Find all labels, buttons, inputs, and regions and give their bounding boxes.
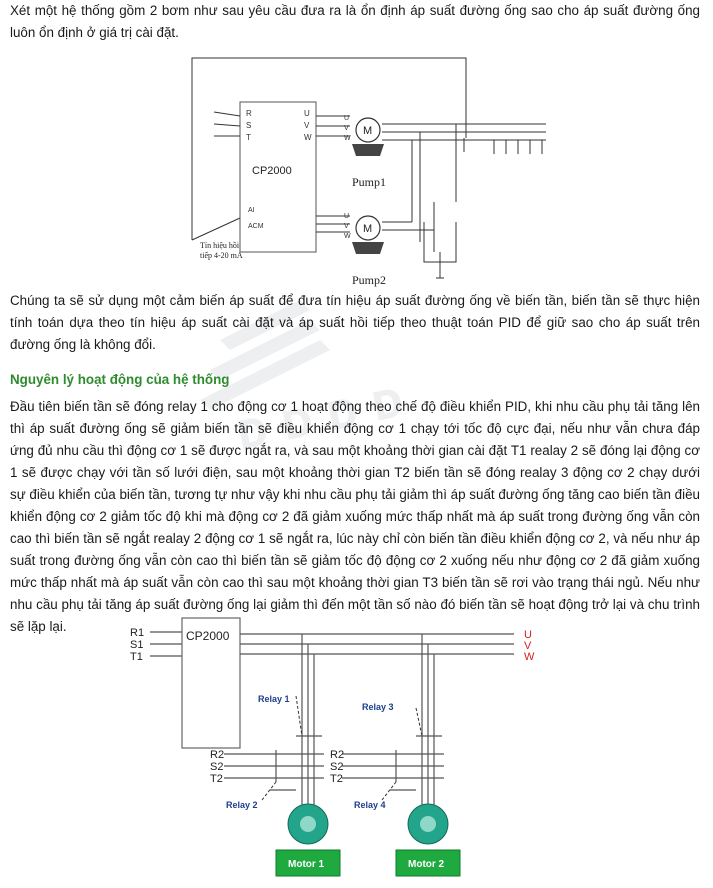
relay-4-label: Relay 4: [354, 800, 386, 810]
terminal-w: W: [304, 133, 312, 142]
motor1-w: W: [344, 135, 351, 142]
description-paragraph: Chúng ta sẽ sử dụng một cảm biến áp suất để đưa tín hiệu áp suất đường ống về biến tần, biến tần sẽ thực hiện tính toán dựa theo tín hiệu áp suất cài đặt và áp suất hồi tiếp theo thuật toán PID để giữ sao cho áp suất trên đường ống là không đổi.: [10, 293, 700, 352]
motor2-symbol: M: [363, 223, 373, 235]
supply-r1: R1: [130, 627, 145, 639]
grid-a-t2: T2: [210, 773, 223, 785]
supply-t1: T1: [130, 651, 143, 663]
feedback-label-line1: Tín hiệu hồi: [200, 241, 240, 250]
inverter-label-2: CP2000: [186, 629, 230, 643]
pump2-label: Pump2: [352, 273, 387, 287]
output-u: U: [524, 629, 532, 641]
motor1-u: U: [344, 115, 350, 122]
relay-1-label: Relay 1: [258, 694, 290, 704]
output-v: V: [524, 640, 532, 652]
operation-paragraph: Đầu tiên biến tần sẽ đóng relay 1 cho động cơ 1 hoạt động theo chế độ điều khiển PID, khi nhu cầu phụ tải tăng lên thì áp suất đường ống sẽ giảm biến tần sẽ điều khiển động cơ 1 chạy tới tốc độ cực đại, nếu như vẫn chưa đáp ứng đủ nhu cầu thì động cơ 1 sẽ được ngắt ra, và sau một khoảng thời gian cài đặt T1 realay 2 sẽ đóng lại động cơ 1 sẽ được chạy với tần số lưới điện, sau một khoảng thời gian T2 biến tần sẽ đóng realay 3 động cơ 2 chạy dưới sự điều khiển của biến tần, tương tự như vậy khi nhu cầu phụ tải giảm thì áp suất đường ống tăng cao biến tần điều khiển động cơ 2 giảm tốc độ khi mà động cơ 2 đã giảm xuống mức thấp nhất mà áp suất trong đường ống vẫn còn cao thì biến tần sẽ ngắt realay 2 động cơ 1 sẽ ngắt ra, lúc này chỉ còn biến tần điều khiển động cơ 2, và nếu như áp suất trong đường ống vẫn còn cao thì biến tần sẽ giảm tốc độ động cơ 2 xuống nếu như động cơ 2 đã giảm xuống mức thấp nhất mà áp suất vẫn còn cao thì sau một khoảng thời gian T3 biến tần sẽ rơi vào trạng thái ngủ. Nếu như nhu cầu phụ tải tăng áp suất đường ống lại giảm thì đến một tần số nào đó biến tần sẽ hoạt động trở lại và chu trình sẽ lặp lại.: [10, 399, 700, 634]
pump1-label: Pump1: [352, 175, 387, 189]
grid-a-r2: R2: [210, 749, 225, 761]
grid-b-r2: R2: [330, 749, 345, 761]
supply-s1: S1: [130, 639, 144, 651]
terminal-t: T: [246, 133, 251, 142]
motor2-u: U: [344, 213, 350, 220]
inverter-label: CP2000: [252, 165, 292, 177]
motor1-v: V: [344, 125, 349, 132]
motor2-v: V: [344, 223, 349, 230]
terminal-r: R: [246, 109, 252, 118]
motor-2-label: Motor 2: [408, 859, 445, 870]
grid-b-t2: T2: [330, 773, 343, 785]
motor1-symbol: M: [363, 125, 373, 137]
feedback-label-line2: tiếp 4-20 mA: [200, 251, 243, 260]
pump-system-diagram: [184, 52, 574, 290]
terminal-s: S: [246, 121, 252, 130]
terminal-v: V: [304, 121, 310, 130]
intro-paragraph: Xét một hệ thống gồm 2 bơm như sau yêu cầu đưa ra là ổn định áp suất đường ống sao cho áp suất đường ống luôn ổn định ở giá trị cài đặt.: [10, 3, 700, 40]
terminal-u: U: [304, 109, 310, 118]
relay-2-label: Relay 2: [226, 800, 258, 810]
section-heading: Nguyên lý hoạt động của hệ thống: [10, 372, 230, 387]
terminal-acm: ACM: [248, 223, 264, 230]
motor2-w: W: [344, 233, 351, 240]
relay-wiring-diagram: [126, 610, 556, 885]
grid-b-s2: S2: [330, 761, 344, 773]
relay-3-label: Relay 3: [362, 702, 394, 712]
motor-1-label: Motor 1: [288, 859, 325, 870]
svg-text:ᴅ ᴅ ᴅ ᴅ: ᴅ ᴅ ᴅ ᴅ: [230, 367, 408, 462]
output-w: W: [524, 651, 535, 663]
terminal-ai: AI: [248, 207, 255, 214]
grid-a-s2: S2: [210, 761, 224, 773]
